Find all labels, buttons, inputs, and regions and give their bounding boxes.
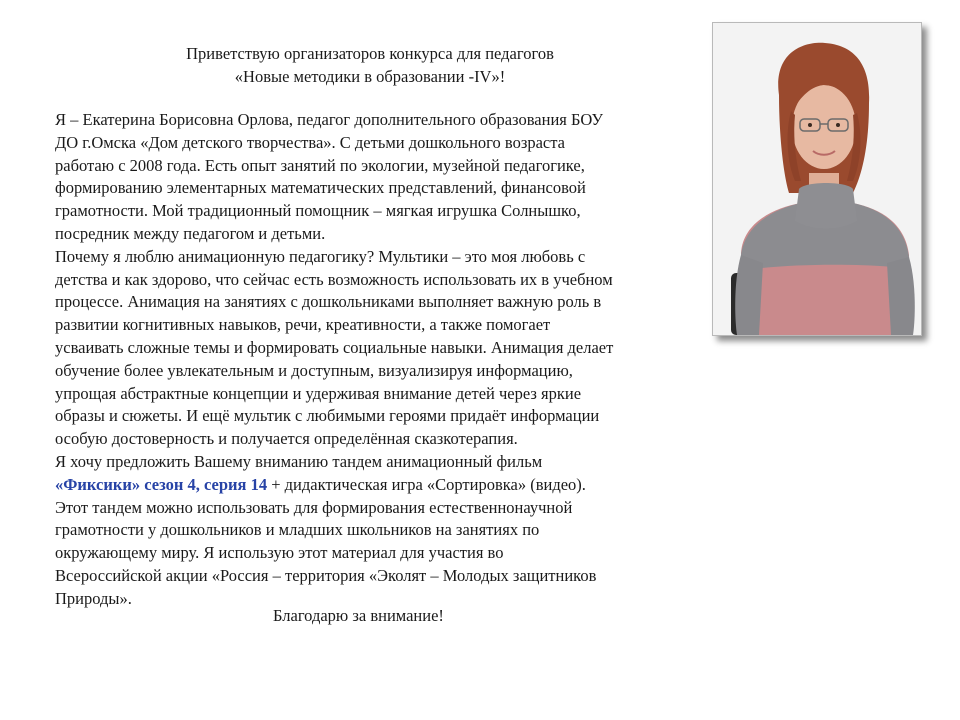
text-line: детства и как здорово, что сейчас есть возможность использовать их в учебном <box>55 269 613 289</box>
text-line: Почему я люблю анимационную педагогику? Мультики – это моя любовь с <box>55 246 586 266</box>
greeting-line-1: Приветствую организаторов конкурса для педагогов <box>186 44 554 63</box>
portrait-illustration <box>713 23 921 335</box>
text-line: особую достоверность и получается определённая сказкотерапия. <box>55 429 518 449</box>
text-line: развитии когнитивных навыков, речи, креативности, а также помогает <box>55 315 551 335</box>
text-line-with-link <box>55 474 715 497</box>
introduction-text <box>55 109 715 611</box>
text-line: посредник между педагогом и детьми. <box>55 223 326 243</box>
text-after-link: + дидактическая игра «Сортировка» (видео). <box>267 474 586 494</box>
fixiki-video-link[interactable]: «Фиксики» сезон 4, серия 14 <box>55 474 268 494</box>
text-line: усваивать сложные темы и формировать социальные навыки. Анимация делает <box>55 337 614 357</box>
text-line: Я хочу предложить Вашему вниманию тандем анимационный фильм <box>55 451 543 471</box>
text-line: окружающему миру. Я использую этот материал для участия во <box>55 543 504 563</box>
greeting-heading <box>150 42 590 88</box>
text-line: работаю с 2008 года. Есть опыт занятий по экологии, музейной педагогике, <box>55 155 585 175</box>
text-line: ДО г.Омска «Дом детского творчества». С детьми дошкольного возраста <box>55 132 565 152</box>
text-line: Всероссийской акции «Россия – территория «Эколят – Молодых защитников <box>55 565 597 585</box>
text-line: обучение более увлекательным и доступным, визуализируя информацию, <box>55 360 573 380</box>
text-line: грамотности. Мой традиционный помощник – мягкая игрушка Солнышко, <box>55 201 581 221</box>
text-line: упрощая абстрактные концепции и удерживая внимание детей через яркие <box>55 383 582 403</box>
text-line: Природы». <box>55 588 132 608</box>
greeting-line-2: «Новые методики в образовании -IV»! <box>234 67 506 86</box>
text-line: Я – Екатерина Борисовна Орлова, педагог дополнительного образования БОУ <box>55 110 604 129</box>
text-line: Этот тандем можно использовать для формирования естественнонаучной <box>55 497 573 517</box>
text-line: процессе. Анимация на занятиях с дошкольниками выполняет важную роль в <box>55 292 602 312</box>
text-line: образы и сюжеты. И ещё мультик с любимыми героями придаёт информации <box>55 406 600 426</box>
text-line: грамотности у дошкольников и младших школьников на занятиях по <box>55 520 540 540</box>
thanks-text: Благодарю за внимание! <box>273 606 444 625</box>
portrait-photo <box>712 22 922 336</box>
text-line: формированию элементарных математических представлений, финансовой <box>55 178 586 198</box>
